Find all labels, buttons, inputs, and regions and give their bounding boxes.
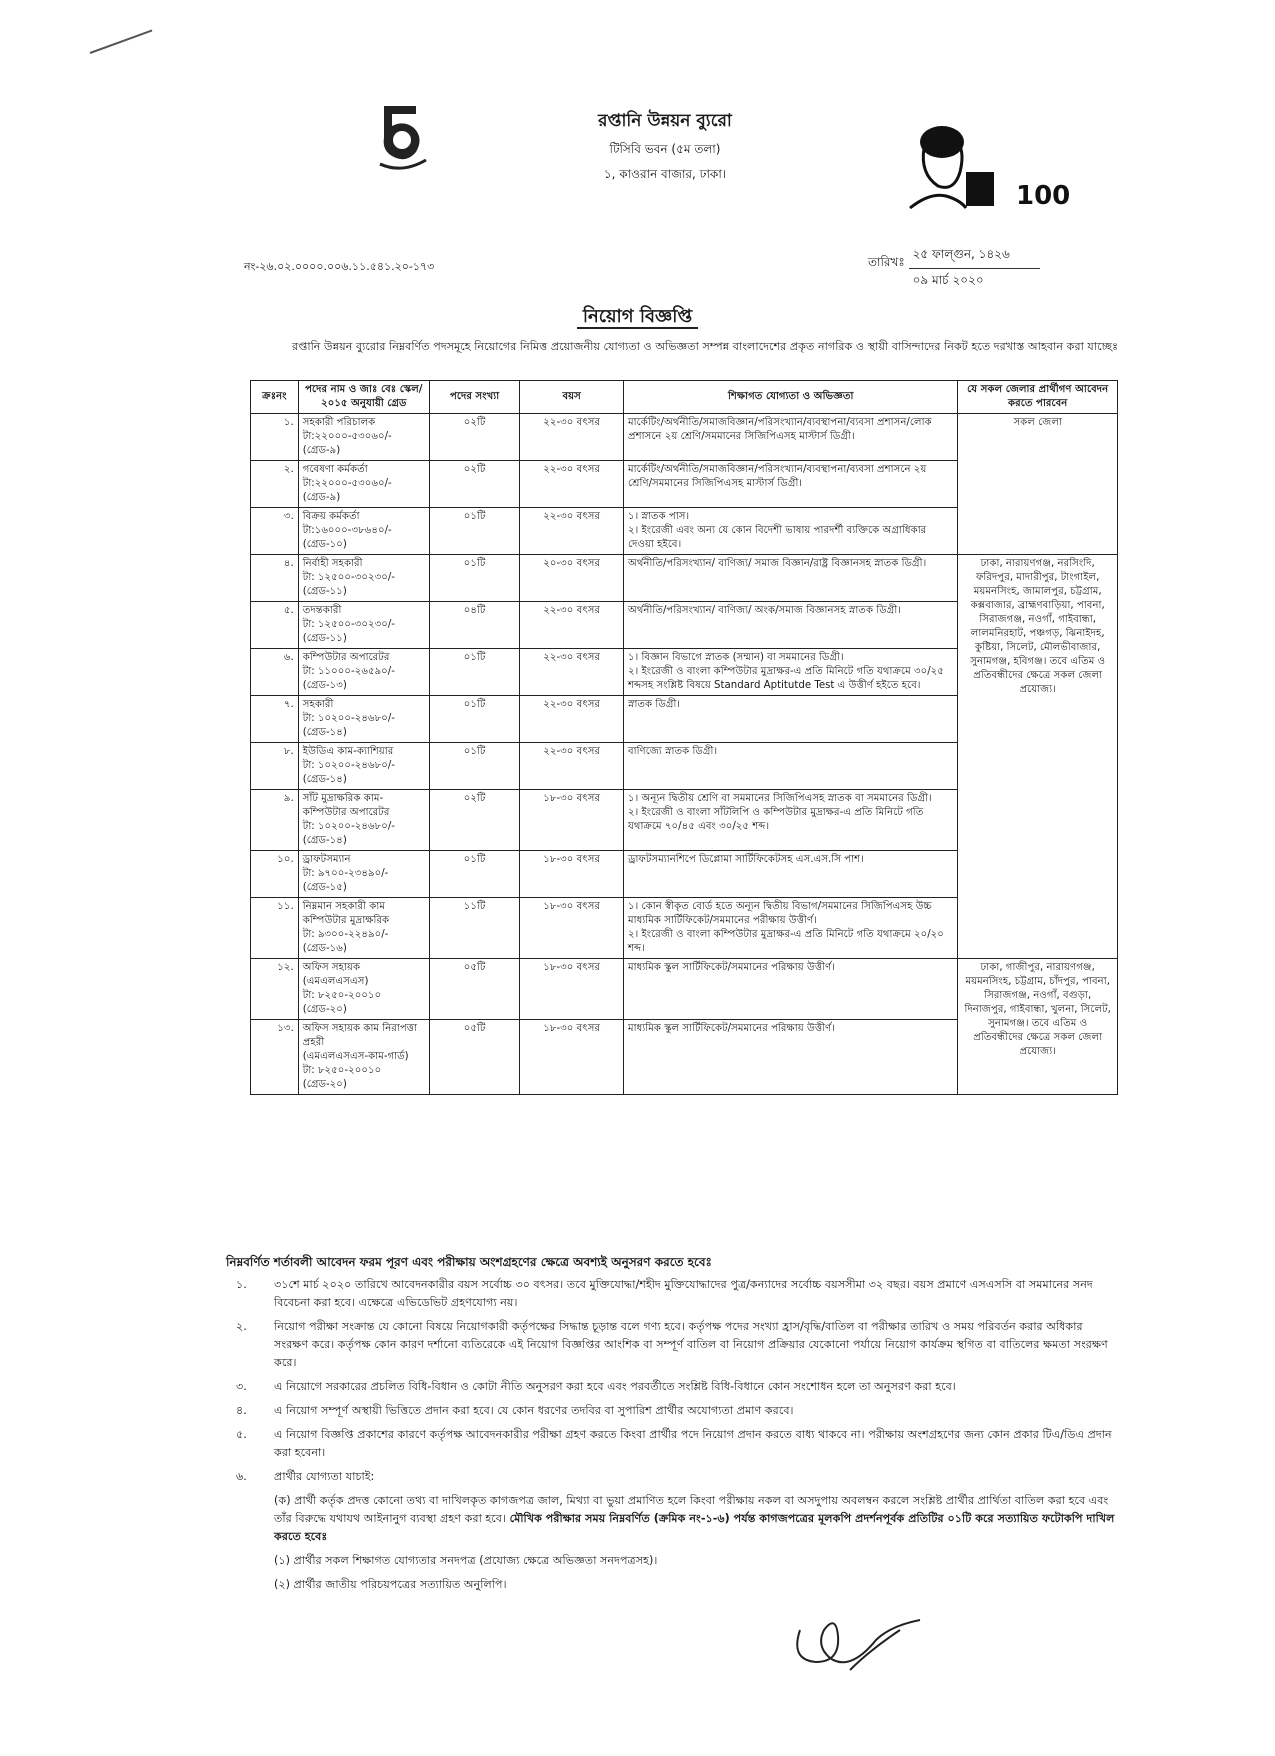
cell-age: ২২-৩০ বৎসর bbox=[520, 743, 624, 790]
memo-number: নং-২৬.০২.০০০০.০০৬.১১.৫৪১.২০-১৭৩ bbox=[244, 260, 435, 273]
table-row bbox=[251, 959, 1118, 1020]
cell-age: ২২-৩০ বৎসর bbox=[520, 696, 624, 743]
col-serial: ক্রঃনং bbox=[251, 381, 299, 414]
conditions-heading: নিম্নবর্ণিত শর্তাবলী আবেদন ফরম পূরণ এবং পরীক্ষায় অংশগ্রহণের ক্ষেত্রে অবশ্যই অনুসরণ করতে হবেঃ bbox=[226, 1255, 712, 1269]
cell-age: ২২-৩০ বৎসর bbox=[520, 649, 624, 696]
cell-qualification: অর্থনীতি/পরিসংখ্যান/ বাণিজ্য/ অংক/সমাজ বিজ্ঞানসহ স্নাতক ডিগ্রী। bbox=[624, 602, 958, 649]
cell-serial: ১১. bbox=[251, 898, 299, 959]
condition-6-para: (ক) প্রার্থী কর্তৃক প্রদত্ত কোনো তথ্য বা দাখিলকৃত কাগজপত্র জাল, মিথ্যা বা ভুয়া প্রমাণিত হলে কিংবা পরীক্ষায় নকল বা অসদুপায় অবলম্বন করলে সংশ্লিষ্ট প্রার্থীর প্রার্থিতা বাতিল করা হবে এবং তাঁর বিরুদ্ধে যথাযথ আইনানুগ ব্যবস্থা গ্রহণ করা হবে। bbox=[274, 1494, 1109, 1525]
cell-districts: ঢাকা, নারায়ণগঞ্জ, নরসিংদি, ফরিদপুর, মাদারীপুর, টাংগাইল, ময়মনসিংহ, জামালপুর, চট্টগ্রাম, কক্সবাজার, ব্রাহ্মণবাড়িয়া, পাবনা, সিরাজগঞ্জ, নওগাঁ, গাইবান্ধা, লালমনিরহাট, পঞ্চগড়, ঝিনাইদহ, কুষ্টিয়া, সিলেট, মৌলভীবাজার, সুনামগঞ্জ, হবিগঞ্জ। তবে এতিম ও প্রতিবন্ধীদের ক্ষেত্রে সকল জেলা প্রযোজ্য। bbox=[958, 555, 1118, 959]
cell-post-count: ০১টি bbox=[429, 649, 519, 696]
condition-6-detail bbox=[274, 1492, 1116, 1546]
cell-post-name: সাঁট মুদ্রাক্ষরিক কাম-কম্পিউটার অপারেটর টা: ১০২০০-২৪৬৮০/- (গ্রেড-১৪) bbox=[298, 790, 429, 851]
cell-qualification: মার্কেটিং/অর্থনীতি/সমাজবিজ্ঞান/পরিসংখ্যান/ব্যবস্থাপনা/ব্যবসা প্রশাসনে ২য় শ্রেণি/সমমানের সিজিপিএসহ মাস্টার্স ডিগ্রী। bbox=[624, 461, 958, 508]
date-english: ০৯ মার্চ ২০২০ bbox=[912, 273, 984, 287]
document-item: (২) প্রার্থীর জাতীয় পরিচয়পত্রের সত্যায়িত অনুলিপি। bbox=[274, 1578, 507, 1591]
col-post-count: পদের সংখ্যা bbox=[429, 381, 519, 414]
cell-serial: ৭. bbox=[251, 696, 299, 743]
cell-age: ১৮-৩০ বৎসর bbox=[520, 1020, 624, 1095]
cell-post-name: তদন্তকারী টা: ১২৫০০-৩০২৩০/- (গ্রেড-১১) bbox=[298, 602, 429, 649]
cell-age: ১৮-৩০ বৎসর bbox=[520, 898, 624, 959]
cell-post-count: ০১টি bbox=[429, 696, 519, 743]
cell-qualification: ১। বিজ্ঞান বিভাগে স্নাতক (সম্মান) বা সমমানের ডিগ্রী। ২। ইংরেজী ও বাংলা কম্পিউটার মুদ্রাক্ষর-এ প্রতি মিনিটে গতি যথাক্রমে ৩০/২৫ শব্দসহ সংশ্লিষ্ট বিষয়ে Standard Aptitutde Test এ উত্তীর্ণ হইতে হবে। bbox=[624, 649, 958, 696]
condition-item: ৪. এ নিয়োগ সম্পূর্ণ অস্থায়ী ভিত্তিতে প্রদান করা হবে। যে কোন ধরণের তদবির বা সুপারিশ প্রার্থীর অযোগ্যতা প্রমাণ করবে। bbox=[236, 1404, 794, 1417]
cell-qualification: স্নাতক ডিগ্রী। bbox=[624, 696, 958, 743]
scan-mark bbox=[90, 29, 153, 53]
conditions-list bbox=[226, 1276, 1116, 1600]
cell-qualification: মাধ্যমিক স্কুল সার্টিফিকেট/সমমানের পরিক্ষায় উত্তীর্ণ। bbox=[624, 1020, 958, 1095]
cell-post-name: সহকারী পরিচালক টা:২২০০০-৫৩০৬০/- (গ্রেড-৯) bbox=[298, 414, 429, 461]
cell-post-count: ০১টি bbox=[429, 508, 519, 555]
cell-serial: ১. bbox=[251, 414, 299, 461]
cell-post-count: ০৫টি bbox=[429, 1020, 519, 1095]
cell-age: ২২-৩০ বৎসর bbox=[520, 414, 624, 461]
cell-qualification: ড্রাফটসম্যানশিপে ডিপ্লোমা সার্টিফিকেটসহ এস.এস.সি পাশ। bbox=[624, 851, 958, 898]
cell-post-name: বিক্রয় কর্মকর্তা টা:১৬০০০-৩৮৬৪০/- (গ্রেড-১০) bbox=[298, 508, 429, 555]
cell-qualification: অর্থনীতি/পরিসংখ্যান/ বাণিজ্য/ সমাজ বিজ্ঞান/রাষ্ট্র বিজ্ঞানসহ স্নাতক ডিগ্রী। bbox=[624, 555, 958, 602]
cell-serial: ২. bbox=[251, 461, 299, 508]
org-name: রপ্তানি উন্নয়ন ব্যুরো bbox=[598, 111, 732, 131]
cell-serial: ১৩. bbox=[251, 1020, 299, 1095]
condition-item: ৫. এ নিয়োগ বিজ্ঞপ্তি প্রকাশের কারণে কর্তৃপক্ষ আবেদনকারীর পরীক্ষা গ্রহণ করতে কিংবা প্রার্থীর পদে নিয়োগ প্রদান করতে বাধ্য থাকবে না। পরীক্ষায় অংশগ্রহণের জন্য কোন প্রকার টিএ/ডিএ প্রদান করা হবেনা। bbox=[236, 1428, 1112, 1459]
table-row bbox=[251, 414, 1118, 461]
condition-item: ২. নিয়োগ পরীক্ষা সংক্রান্ত যে কোনো বিষয়ে নিয়োগকারী কর্তৃপক্ষের সিদ্ধান্ত চূড়ান্ত বলে গণ্য হবে। কর্তৃপক্ষ পদের সংখ্যা হ্রাস/বৃদ্ধি/বাতিল বা পরীক্ষার তারিখ ও সময় পরিবর্তন করার অধিকার সংরক্ষণ করে। কর্তৃপক্ষ কোন কারণ দর্শানো ব্যতিরেকে এই নিয়োগ বিজ্ঞপ্তির আংশিক বা সম্পূর্ণ বাতিল বা নিয়োগ প্রক্রিয়ার যেকোনো পর্যায়ে নিয়োগ কার্যক্রম স্থগিত বা বাতিলের ক্ষমতা সংরক্ষণ করে। bbox=[236, 1320, 1108, 1369]
cell-districts: সকল জেলা bbox=[958, 414, 1118, 555]
cell-post-name: ড্রাফটসম্যান টা: ৯৭০০-২৩৪৯০/- (গ্রেড-১৫) bbox=[298, 851, 429, 898]
cell-post-name: কম্পিউটার অপারেটর টা: ১১০০০-২৬৫৯০/- (গ্রেড-১৩) bbox=[298, 649, 429, 696]
cell-serial: ১২. bbox=[251, 959, 299, 1020]
cell-post-count: ০১টি bbox=[429, 555, 519, 602]
cell-post-count: ০৪টি bbox=[429, 602, 519, 649]
cell-serial: ৪. bbox=[251, 555, 299, 602]
cell-post-count: ০২টি bbox=[429, 790, 519, 851]
cell-serial: ৫. bbox=[251, 602, 299, 649]
letterhead bbox=[540, 108, 790, 186]
cell-qualification: ১। কোন স্বীকৃত বোর্ড হতে অন্যূন দ্বিতীয় বিভাগ/সমমানের সিজিপিএসহ উচ্চ মাধ্যমিক সার্টিফিকেট/সমমানের পরীক্ষায় উত্তীর্ণ। ২। ইংরেজী ও বাংলা কম্পিউটার মুদ্রাক্ষর-এ প্রতি মিনিটে গতি যথাক্রমে ২০/২০ শব্দ। bbox=[624, 898, 958, 959]
cell-serial: ১০. bbox=[251, 851, 299, 898]
cell-post-count: ০১টি bbox=[429, 743, 519, 790]
org-building: টিসিবি ভবন (৫ম তলা) bbox=[609, 142, 721, 156]
condition-item: ৬. প্রার্থীর যোগ্যতা যাচাই: (ক) প্রার্থী কর্তৃক প্রদত্ত কোনো তথ্য বা দাখিলকৃত কাগজপত্র জাল, মিথ্যা বা ভুয়া প্রমাণিত হলে কিংবা পরীক্ষায় নকল বা অসদুপায় অবলম্বন করলে সংশ্লিষ্ট প্রার্থীর প্রার্থিতা বাতিল করা হবে এবং তাঁর বিরুদ্ধে যথাযথ আইনানুগ ব্যবস্থা গ্রহণ করা হবে। মৌখিক পরীক্ষার সময় নিম্নবর্ণিত (ক্রমিক নং-১-৬) পর্যন্ত কাগজপত্রের মূলকপি প্রদর্শনপূর্বক প্রতিটির ০১টি করে সত্যায়িত ফটোকপি দাখিল করতে হবেঃ (১) প্রার্থীর সকল শিক্ষাগত যোগ্যতার সনদপত্র (প্রযোজ্য ক্ষেত্রে অভিজ্ঞতা সনদপত্রসহ)। (২) প্রার্থীর জাতীয় পরিচয়পত্রের সত্যায়িত অনুলিপি। bbox=[226, 1468, 1116, 1594]
col-post-name: পদের নাম ও জাঃ বেঃ স্কেল/২০১৫ অনুযায়ী গ্রেড bbox=[298, 381, 429, 414]
cell-post-name: নির্বাহী সহকারী টা: ১২৫০০-৩০২৩০/- (গ্রেড-১১) bbox=[298, 555, 429, 602]
cell-post-name: অফিস সহায়ক কাম নিরাপত্তা প্রহরী (এমএলএসএস-কাম-গার্ড) টা: ৮২৫০-২০০১০ (গ্রেড-২০) bbox=[298, 1020, 429, 1095]
document-item: (১) প্রার্থীর সকল শিক্ষাগত যোগ্যতার সনদপত্র (প্রযোজ্য ক্ষেত্রে অভিজ্ঞতা সনদপত্রসহ)। bbox=[274, 1554, 658, 1567]
cell-qualification: ১। অন্যূন দ্বিতীয় শ্রেণি বা সমমানের সিজিপিএসহ স্নাতক বা সমমানের ডিগ্রী। ২। ইংরেজী ও বাংলা সাঁটলিপি ও কম্পিউটার মুদ্রাক্ষর-এ প্রতি মিনিটে গতি যথাক্রমে ৭০/৪৫ এবং ৩০/২৫ শব্দ। bbox=[624, 790, 958, 851]
condition-item: ১. ৩১শে মার্চ ২০২০ তারিখে আবেদনকারীর বয়স সর্বোচ্চ ৩০ বৎসর। তবে মুক্তিযোদ্ধা/শহীদ মুক্তিযোদ্ধাদের পুত্র/কন্যাদের সর্বোচ্চ বয়সসীমা ৩২ বছর। বয়স প্রমাণে এসএসসি বা সমমানের সনদ বিবেচনা করা হবে। এক্ষেত্রে এভিডেভিট গ্রহণযোগ্য নয়। bbox=[236, 1278, 1093, 1309]
col-qualification: শিক্ষাগত যোগ্যতা ও অভিজ্ঞতা bbox=[624, 381, 958, 414]
org-address: ১, কাওরান বাজার, ঢাকা। bbox=[603, 167, 727, 181]
notice-title-text: নিয়োগ বিজ্ঞপ্তি bbox=[577, 306, 698, 329]
cell-post-count: ০২টি bbox=[429, 414, 519, 461]
cell-qualification: ১। স্নাতক পাস। ২। ইংরেজী এবং অন্য যে কোন বিদেশী ভাষায় পারদর্শী ব্যক্তিকে অগ্রাধিকার দেওয়া হইবে। bbox=[624, 508, 958, 555]
table-header-row bbox=[251, 381, 1118, 414]
cell-age: ২২-৩০ বৎসর bbox=[520, 602, 624, 649]
posts-table bbox=[250, 380, 1118, 1095]
cell-post-name: নিম্নমান সহকারী কাম কম্পিউটার মুদ্রাক্ষরিক টা: ৯৩০০-২২৪৯০/- (গ্রেড-১৬) bbox=[298, 898, 429, 959]
notice-title bbox=[0, 302, 1275, 333]
condition-item: ৩. এ নিয়োগে সরকারের প্রচলিত বিধি-বিধান ও কোটা নীতি অনুসরণ করা হবে এবং পরবর্তীতে সংশ্লিষ্ট বিধি-বিধানে কোন সংশোধন হলে তা অনুসরণ করা হবে। bbox=[236, 1380, 956, 1393]
cell-post-count: ০৫টি bbox=[429, 959, 519, 1020]
cell-serial: ৯. bbox=[251, 790, 299, 851]
cell-qualification: মার্কেটিং/অর্থনীতি/সমাজবিজ্ঞান/পরিসংখ্যান/ব্যবস্থাপনা/ব্যবসা প্রশাসন/লোক প্রশাসনে ২য় শ্রেণি/সমমানের সিজিপিএসহ মাস্টার্স ডিগ্রী। bbox=[624, 414, 958, 461]
cell-serial: ৬. bbox=[251, 649, 299, 696]
mujib-centenary-emblem-icon bbox=[890, 112, 1071, 212]
cell-age: ২২-৩০ বৎসর bbox=[520, 508, 624, 555]
table-row bbox=[251, 555, 1118, 602]
cell-age: ১৮-৩০ বৎসর bbox=[520, 959, 624, 1020]
cell-serial: ৮. bbox=[251, 743, 299, 790]
cell-post-name: ইউডিএ কাম-ক্যাশিয়ার টা: ১০২০০-২৪৬৮০/- (গ্রেড-১৪) bbox=[298, 743, 429, 790]
cell-qualification: বাণিজ্যে স্নাতক ডিগ্রী। bbox=[624, 743, 958, 790]
cell-age: ২২-৩০ বৎসর bbox=[520, 461, 624, 508]
cell-post-count: ০২টি bbox=[429, 461, 519, 508]
cell-post-name: গবেষণা কর্মকর্তা টা:২২০০০-৫৩০৬০/- (গ্রেড-৯) bbox=[298, 461, 429, 508]
cell-post-count: ০১টি bbox=[429, 851, 519, 898]
cell-qualification: মাধ্যমিক স্কুল সার্টিফিকেট/সমমানের পরিক্ষায় উত্তীর্ণ। bbox=[624, 959, 958, 1020]
date-block bbox=[868, 244, 1040, 295]
cell-districts: ঢাকা, গাজীপুর, নারায়ণগঞ্জ, ময়মনসিংহ, চট্টগ্রাম, চাঁদপুর, পাবনা, সিরাজগঞ্জ, নওগাঁ, বগুড়া, দিনাজপুর, গাইবান্ধা, খুলনা, সিলেট, সুনামগঞ্জ। তবে এতিম ও প্রতিবন্ধীদের ক্ষেত্রে সকল জেলা প্রযোজ্য। bbox=[958, 959, 1118, 1095]
cell-age: ১৮-৩০ বৎসর bbox=[520, 851, 624, 898]
signature-icon bbox=[780, 1600, 930, 1680]
cell-post-name: অফিস সহায়ক (এমএলএসএস) টা: ৮২৫০-২০০১০ (গ্রেড-২০) bbox=[298, 959, 429, 1020]
col-age: বয়স bbox=[520, 381, 624, 414]
cell-age: ২০-৩০ বৎসর bbox=[520, 555, 624, 602]
intro-paragraph: রপ্তানি উন্নয়ন ব্যুরোর নিম্নবর্ণিত পদসমূহে নিয়োগের নিমিত্ত প্রয়োজনীয় যোগ্যতা ও অভিজ্ঞতা সম্পন্ন বাংলাদেশের প্রকৃত নাগরিক ও স্থায়ী বাসিন্দাদের নিকট হতে দরখাস্ত আহবান করা যাচ্ছেঃ bbox=[292, 340, 1119, 353]
svg-text:100: 100 bbox=[1016, 181, 1071, 211]
cell-age: ১৮-৩০ বৎসর bbox=[520, 790, 624, 851]
date-label: তারিখঃ bbox=[868, 255, 905, 269]
condition-6-emphasis: মৌখিক পরীক্ষার সময় নিম্নবর্ণিত (ক্রমিক নং-১-৬) পর্যন্ত কাগজপত্রের মূলকপি প্রদর্শনপূর্বক প্রতিটির ০১টি করে সত্যায়িত ফটোকপি দাখিল করতে হবেঃ bbox=[274, 1512, 1115, 1543]
epb-logo-icon bbox=[370, 98, 436, 178]
cell-serial: ৩. bbox=[251, 508, 299, 555]
col-districts: যে সকল জেলার প্রার্থীগণ আবেদন করতে পারবেন bbox=[958, 381, 1118, 414]
cell-post-name: সহকারী টা: ১০২০০-২৪৬৮০/- (গ্রেড-১৪) bbox=[298, 696, 429, 743]
cell-post-count: ১১টি bbox=[429, 898, 519, 959]
date-bangla: ২৫ ফাল্গুন, ১৪২৬ bbox=[909, 244, 1040, 269]
